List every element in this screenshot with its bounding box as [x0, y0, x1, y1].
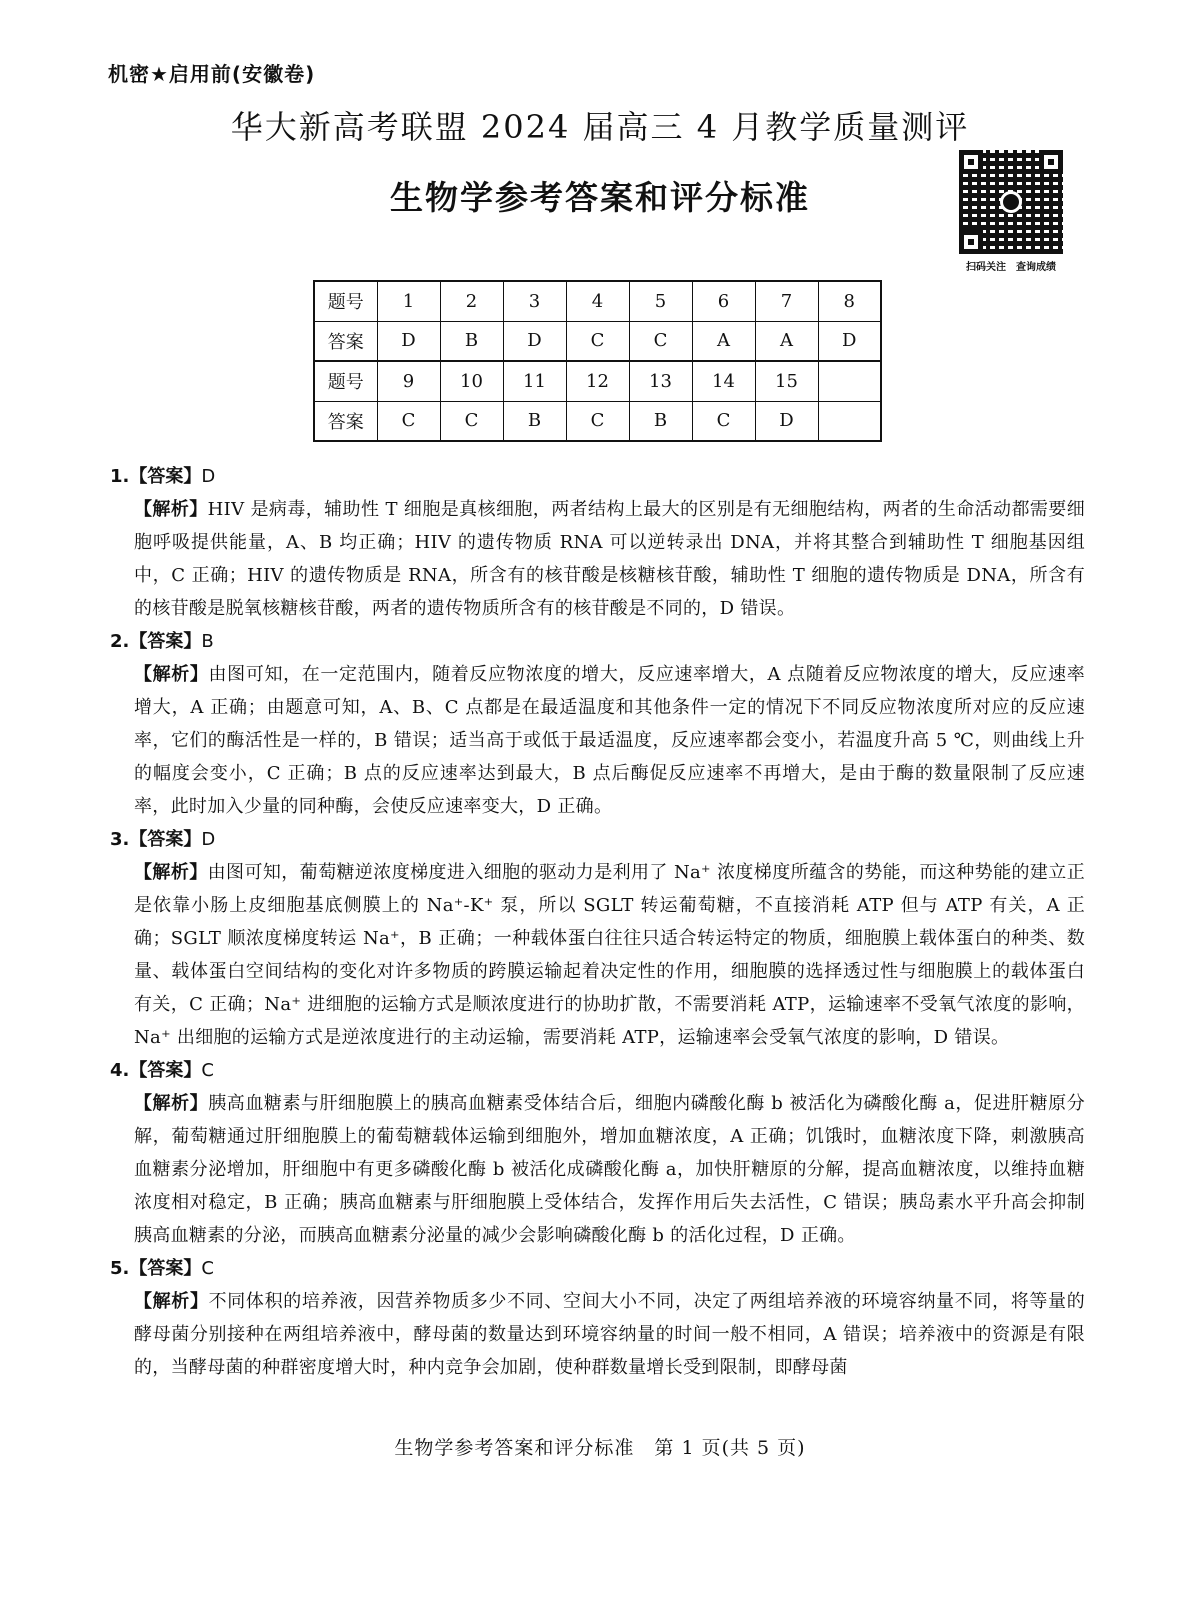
row-label-answer: 答案 [314, 401, 377, 441]
table-cell: 2 [440, 281, 503, 321]
answer-value: D [201, 466, 216, 487]
table-cell: 14 [692, 361, 755, 401]
answer-label: 4.【答案】 [110, 1060, 202, 1081]
table-cell: B [503, 401, 566, 441]
analysis-text: 不同体积的培养液，因营养物质多少不同、空间大小不同，决定了两组培养液的环境容纳量不同，将等量的酵母菌分别接种在两组培养液中，酵母菌的数量达到环境容纳量的时间一般不相同，A 错误；培养液中的资源是有限的，当酵母菌的种群密度增大时，种内竞争会加剧，使种群数量增长受到限制，即酵母菌 [134, 1291, 1085, 1378]
answer-table [313, 280, 882, 442]
table-cell: 13 [629, 361, 692, 401]
table-cell: C [440, 401, 503, 441]
table-row [314, 321, 881, 361]
question-item [110, 823, 1085, 1054]
table-cell: 8 [818, 281, 881, 321]
qr-code-block [955, 150, 1067, 273]
answer-line [110, 1054, 1085, 1087]
answer-label: 5.【答案】 [110, 1258, 202, 1279]
analysis-text: 由图可知，在一定范围内，随着反应物浓度的增大，反应速率增大，A 点随着反应物浓度的增大，反应速率增大，A 正确；由题意可知，A、B、C 点都是在最适温度和其他条件一定的情况下不同反应物浓度所对应的反应速率，它们的酶活性是一样的，B 错误；适当高于或低于最适温度，反应速率都会变小，若温度升高 5 ℃，则曲线上升的幅度会变小，C 正确；B 点的反应速率达到最大，B 点后酶促反应速率不再增大，是由于酶的数量限制了反应速率，此时加入少量的同种酶，会使反应速率变大，D 正确。 [134, 664, 1086, 817]
question-list [110, 460, 1085, 1384]
table-cell: D [755, 401, 818, 441]
answer-value: D [201, 829, 216, 850]
analysis-label: 【解析】 [134, 499, 208, 520]
answer-line [110, 460, 1085, 493]
question-item [110, 460, 1085, 625]
qr-code-icon [959, 150, 1063, 254]
answer-label: 3.【答案】 [110, 829, 202, 850]
analysis-text: HIV 是病毒，辅助性 T 细胞是真核细胞，两者结构上最大的区别是有无细胞结构，两者的生命活动都需要细胞呼吸提供能量，A、B 均正确；HIV 的遗传物质 RNA 可以逆转录出 DNA，并将其整合到辅助性 T 细胞基因组中，C 正确；HIV 的遗传物质是 RNA，所含有的核苷酸是核糖核苷酸，辅助性 T 细胞的遗传物质是 DNA，所含有的核苷酸是脱氧核糖核苷酸，两者的遗传物质所含有的核苷酸是不同的，D 错误。 [134, 499, 1086, 619]
answer-value: C [201, 1060, 214, 1081]
question-item [110, 1054, 1085, 1252]
table-cell: D [503, 321, 566, 361]
analysis-label: 【解析】 [134, 664, 209, 685]
table-cell: 6 [692, 281, 755, 321]
table-cell [818, 401, 881, 441]
table-cell [818, 361, 881, 401]
question-item [110, 1252, 1085, 1384]
answer-line [110, 823, 1085, 856]
row-label-number: 题号 [314, 281, 377, 321]
table-cell: 4 [566, 281, 629, 321]
answer-line [110, 625, 1085, 658]
analysis-text: 由图可知，葡萄糖逆浓度梯度进入细胞的驱动力是利用了 Na⁺ 浓度梯度所蕴含的势能，而这种势能的建立正是依靠小肠上皮细胞基底侧膜上的 Na⁺-K⁺ 泵，所以 SGLT 转运葡萄糖，不直接消耗 ATP 但与 ATP 有关，A 正确；SGLT 顺浓度梯度转运 Na⁺，B 正确；一种载体蛋白往往只适合转运特定的物质，细胞膜上载体蛋白的种类、数量、载体蛋白空间结构的变化对许多物质的跨膜运输起着决定性的作用，细胞膜的选择透过性与细胞膜上的载体蛋白有关，C 正确；Na⁺ 进细胞的运输方式是顺浓度进行的协助扩散，不需要消耗 ATP，运输速率不受氧气浓度的影响，Na⁺ 出细胞的运输方式是逆浓度进行的主动运输，需要消耗 ATP，运输速率会受氧气浓度的影响，D 错误。 [134, 862, 1086, 1048]
analysis-paragraph [134, 1285, 1085, 1384]
table-cell: A [692, 321, 755, 361]
table-cell: B [440, 321, 503, 361]
table-cell: 12 [566, 361, 629, 401]
answer-value: B [201, 631, 214, 652]
table-cell: D [818, 321, 881, 361]
table-cell: 3 [503, 281, 566, 321]
table-cell: C [377, 401, 440, 441]
table-row [314, 281, 881, 321]
table-cell: C [629, 321, 692, 361]
table-cell: 11 [503, 361, 566, 401]
answer-line [110, 1252, 1085, 1285]
table-cell: D [377, 321, 440, 361]
table-cell: 10 [440, 361, 503, 401]
table-cell: 1 [377, 281, 440, 321]
table-cell: C [566, 321, 629, 361]
question-item [110, 625, 1085, 823]
answer-label: 1.【答案】 [110, 466, 202, 487]
answer-label: 2.【答案】 [110, 631, 202, 652]
analysis-text: 胰高血糖素与肝细胞膜上的胰高血糖素受体结合后，细胞内磷酸化酶 b 被活化为磷酸化酶 a，促进肝糖原分解，葡萄糖通过肝细胞膜上的葡萄糖载体运输到细胞外，增加血糖浓度，A 正确；饥饿时，血糖浓度下降，刺激胰高血糖素分泌增加，肝细胞中有更多磷酸化酶 b 被活化成磷酸化酶 a，加快肝糖原的分解，提高血糖浓度，以维持血糖浓度相对稳定，B 正确；胰高血糖素与肝细胞膜上受体结合，发挥作用后失去活性，C 错误；胰岛素水平升高会抑制胰高血糖素的分泌，而胰高血糖素分泌量的减少会影响磷酸化酶 b 的活化过程，D 正确。 [134, 1093, 1085, 1246]
row-label-number: 题号 [314, 361, 377, 401]
answer-value: C [201, 1258, 214, 1279]
analysis-label: 【解析】 [134, 862, 208, 883]
table-cell: 5 [629, 281, 692, 321]
page-subtitle: 生物学参考答案和评分标准 [390, 178, 810, 217]
table-row [314, 401, 881, 441]
table-cell: 7 [755, 281, 818, 321]
page-footer: 生物学参考答案和评分标准 第 1 页(共 5 页) [394, 1437, 806, 1459]
table-cell: C [692, 401, 755, 441]
analysis-paragraph [134, 493, 1085, 625]
qr-caption: 扫码关注 查询成绩 [966, 262, 1056, 273]
table-cell: A [755, 321, 818, 361]
analysis-label: 【解析】 [134, 1291, 209, 1312]
analysis-paragraph [134, 1087, 1085, 1252]
row-label-answer: 答案 [314, 321, 377, 361]
analysis-label: 【解析】 [134, 1093, 209, 1114]
analysis-paragraph [134, 856, 1085, 1054]
page-title: 华大新高考联盟 2024 届高三 4 月教学质量测评 [230, 108, 970, 146]
table-cell: B [629, 401, 692, 441]
table-cell: 9 [377, 361, 440, 401]
table-row [314, 361, 881, 401]
confidential-label: 机密★启用前(安徽卷) [108, 62, 316, 86]
table-cell: 15 [755, 361, 818, 401]
analysis-paragraph [134, 658, 1085, 823]
table-cell: C [566, 401, 629, 441]
